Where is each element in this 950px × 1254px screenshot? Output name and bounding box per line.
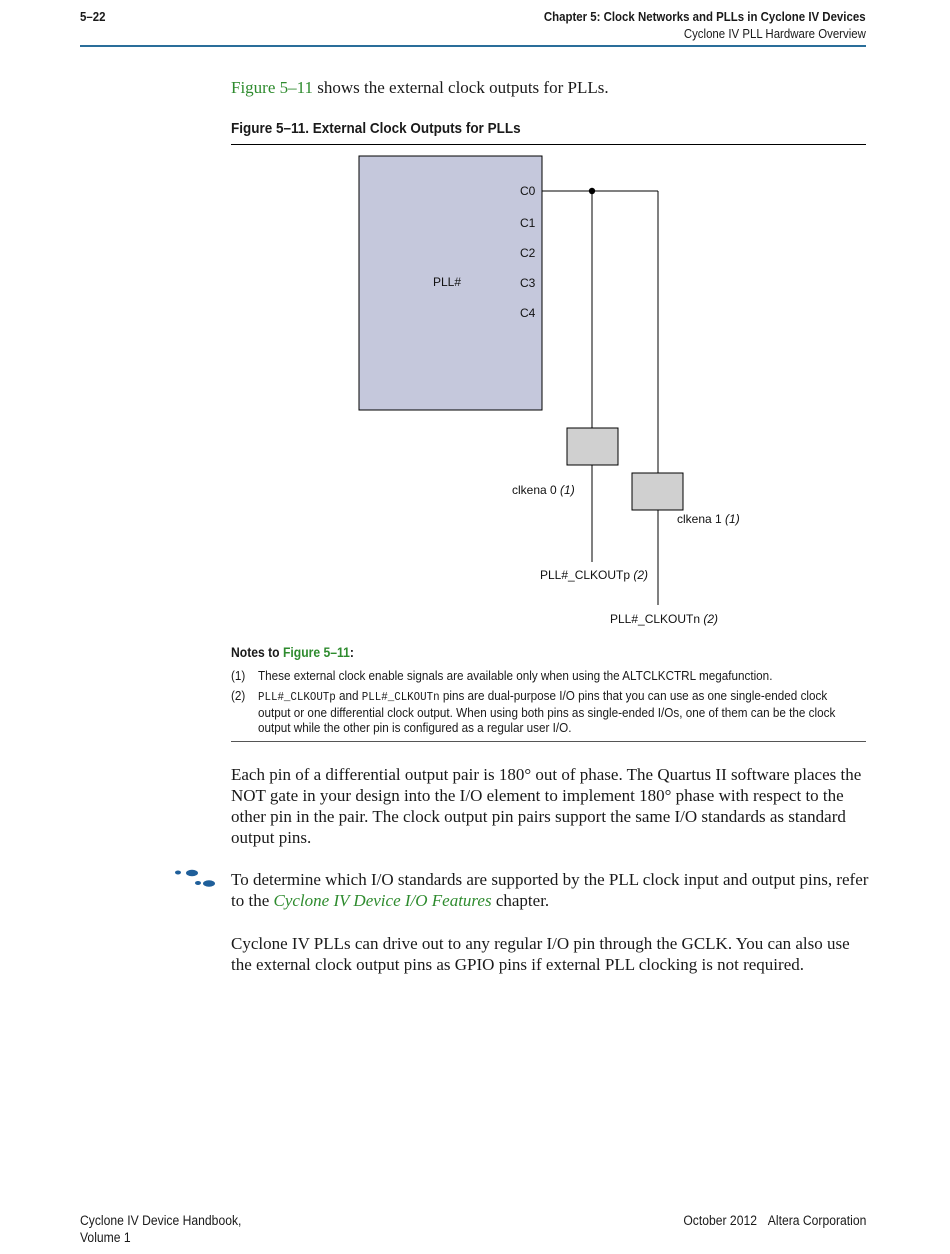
clkena0-label: clkena 0 (1) [512,483,575,497]
page-number: 5–22 [80,9,106,24]
clock-output-diagram [340,150,760,640]
io-features-link[interactable]: Cyclone IV Device I/O Features [273,891,492,910]
notes-title: Notes to Figure 5–11: [231,645,354,660]
note-1-number: (1) [231,668,246,683]
paragraph-gclk: Cyclone IV PLLs can drive out to any regular I/O pin through the GCLK. You can also use the external clock output pins as GPIO pins if external PLL clocking is not required. [231,934,850,974]
output-c1: C1 [520,216,536,230]
pll-label: PLL# [433,275,462,289]
figure-title: Figure 5–11. External Clock Outputs for PLLs [231,120,521,137]
footer-company: Altera Corporation [767,1213,866,1228]
paragraph-differential: Each pin of a differential output pair is 180° out of phase. The Quartus II software places the NOT gate in your design into the I/O element to implement 180° phase with respect to the other pin in the pair. The clock output pin pairs support the same I/O standards as standard output pins. [231,765,862,847]
clkena1-buffer [632,473,683,510]
figure-link[interactable]: Figure 5–11 [231,78,314,97]
section-title: Cyclone IV PLL Hardware Overview [683,26,866,41]
footer-handbook: Cyclone IV Device Handbook, [80,1213,242,1228]
notes-rule [231,741,866,742]
clkoutp-label: PLL#_CLKOUTp (2) [540,568,649,582]
footer-date-company [683,1213,866,1228]
note-2-text: PLL#_CLKOUTp and PLL#_CLKOUTn pins are dual-purpose I/O pins that you can use as one single-ended clock output or one differential clock output. When using both pins as single-ended I/Os, one of them can be the clock output while the other pin is configured as a regular user I/O. [258,688,836,735]
chapter-title: Chapter 5: Clock Networks and PLLs in Cyclone IV Devices [544,9,866,24]
output-c2: C2 [520,246,536,260]
output-c4: C4 [520,306,536,320]
footer-date: October 2012 [682,1213,757,1228]
header-rule [80,45,866,47]
output-c0: C0 [520,184,536,198]
clkena0-buffer [567,428,618,465]
clkoutn-label: PLL#_CLKOUTn (2) [610,612,719,626]
note-1-text: These external clock enable signals are available only when using the ALTCLKCTRL megafunction. [258,668,773,683]
footprints-icon [172,868,218,890]
footer-volume: Volume 1 [80,1230,131,1245]
intro-text: shows the external clock outputs for PLLs. [313,78,609,97]
clkena1-label: clkena 1 (1) [677,512,740,526]
notes-figure-link[interactable]: Figure 5–11 [282,645,350,660]
output-c3: C3 [520,276,536,290]
note-2-number: (2) [231,688,246,703]
paragraph-io-standards: To determine which I/O standards are supported by the PLL clock input and output pins, refer to the Cyclone IV Device I/O Features chapter. [231,870,869,910]
figure-rule [231,144,866,145]
intro-sentence [231,78,609,98]
